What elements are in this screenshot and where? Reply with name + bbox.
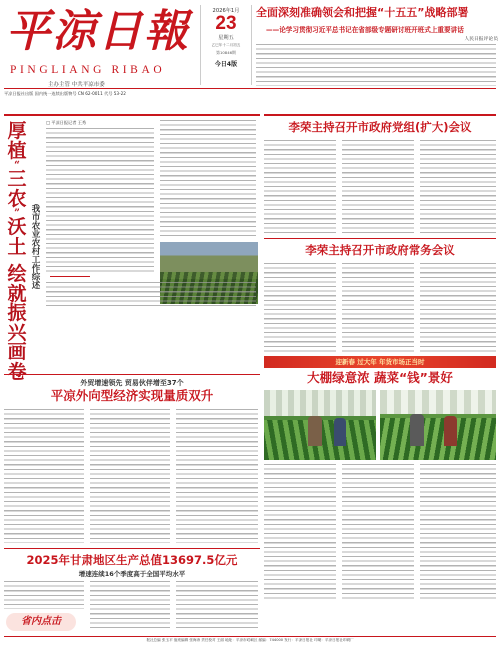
feature-title-char: 厚 <box>7 120 27 142</box>
feature-title-char: 土 <box>7 235 27 258</box>
gdp-stamp-text: 省内点击 <box>21 616 61 627</box>
feature-body-col2 <box>160 120 256 238</box>
feature-title-char: 振 <box>7 302 27 324</box>
feature-title-char: ” <box>14 208 20 219</box>
market-banner-text: 迎新春 过大年 年货市场正当时 <box>335 358 425 366</box>
feature-body-col3 <box>46 282 256 308</box>
lead-subtitle: ——论学习贯彻习近平总书记在省部级专题研讨班开班式上重要讲话 <box>266 26 464 34</box>
feature-caption: □ 平凉日报记者 王秀 <box>46 120 87 125</box>
gdp-body-col1 <box>4 581 84 609</box>
market-title[interactable]: 大棚绿意浓 蔬菜“钱”景好 <box>307 370 453 385</box>
date-year-month: 2026年1月 <box>212 8 240 14</box>
meeting2-title[interactable]: 李荣主持召开市政府常务会议 <box>305 243 455 257</box>
market-photo-2 <box>380 390 496 460</box>
trade-body-col3 <box>176 409 258 543</box>
feature-section-label <box>50 276 90 277</box>
market-body-col1 <box>264 464 336 600</box>
feature-title-char: 就 <box>7 282 27 305</box>
feature-side-title: 我市农业农村工作综述 <box>30 204 40 289</box>
feature-title-char: 画 <box>7 341 27 363</box>
date-lunar: 乙巳年十二月初五 <box>211 43 241 47</box>
masthead <box>0 0 500 110</box>
market-body-col3 <box>420 464 496 600</box>
gdp-block <box>4 548 260 633</box>
feature-title-char: 兴 <box>7 321 27 344</box>
feature-title-char: 沃 <box>7 216 27 238</box>
masthead-slogan: 主办主管 中共平凉市委 <box>48 82 105 88</box>
lead-body <box>256 44 496 86</box>
meeting1-block <box>264 114 496 238</box>
masthead-pinyin: PINGLIANG RIBAO <box>10 64 166 76</box>
publisher-line: 平凉日报社出版 国内统一连续出版物号 CN 62-0011 代号 53-22 <box>4 91 126 96</box>
gdp-body-col3 <box>176 581 258 629</box>
market-banner <box>264 356 496 368</box>
gdp-title[interactable]: 2025年甘肃地区生产总值13697.5亿元 <box>26 553 238 567</box>
footer-line: 报社总编 张玉平 值班编辑 张海涛 责任校对 王丽 地址：平凉市崆峒区 邮编：744000 发行：平凉日报社 印刷：平凉日报社印刷厂 <box>146 638 354 642</box>
date-pages: 今日4版 <box>214 61 238 68</box>
meeting2-body-col3 <box>420 263 496 353</box>
gdp-subtitle: 增速连续16个季度高于全国平均水平 <box>78 570 186 578</box>
trade-body-col1 <box>4 409 84 543</box>
feature-title-char: 卷 <box>7 360 27 383</box>
feature-title-char: 绘 <box>7 263 27 285</box>
date-day: 23 <box>215 13 237 34</box>
meeting1-body-col1 <box>264 140 336 236</box>
meeting2-body-col1 <box>264 263 336 353</box>
masthead-logo: 平涼日報 <box>6 6 190 57</box>
lead-title[interactable]: 全面深刻准确领会和把握“十五五”战略部署 <box>256 6 469 19</box>
date-weekday: 星期五 <box>218 35 234 41</box>
meeting1-title[interactable]: 李荣主持召开市政府党组(扩大)会议 <box>288 120 472 134</box>
meeting2-body-col2 <box>342 263 414 353</box>
market-photo-1 <box>264 390 376 460</box>
gdp-body-col2 <box>90 581 170 629</box>
trade-title[interactable]: 平凉外向型经济实现量质双升 <box>50 388 214 403</box>
gdp-stamp <box>6 613 76 631</box>
feature-body-col1 <box>46 128 154 274</box>
lead-byline: 人民日报评论员 <box>464 37 498 42</box>
market-body-col2 <box>342 464 414 600</box>
feature-title[interactable] <box>6 122 28 382</box>
date-block <box>200 5 252 85</box>
market-block <box>264 356 496 604</box>
meeting2-block <box>264 238 496 355</box>
trade-kicker: 外贸增速领先 贸易伙伴增至37个 <box>80 379 184 387</box>
trade-block <box>4 374 260 547</box>
date-issue: 第10846期 <box>216 50 236 55</box>
feature-title-char: 三 <box>7 168 27 190</box>
feature-title-char: 植 <box>7 139 27 162</box>
meeting1-body-col2 <box>342 140 414 236</box>
feature-title-char: 农 <box>7 187 27 210</box>
meeting1-body-col3 <box>420 140 496 236</box>
trade-body-col2 <box>90 409 170 543</box>
feature-title-char: “ <box>14 160 20 171</box>
